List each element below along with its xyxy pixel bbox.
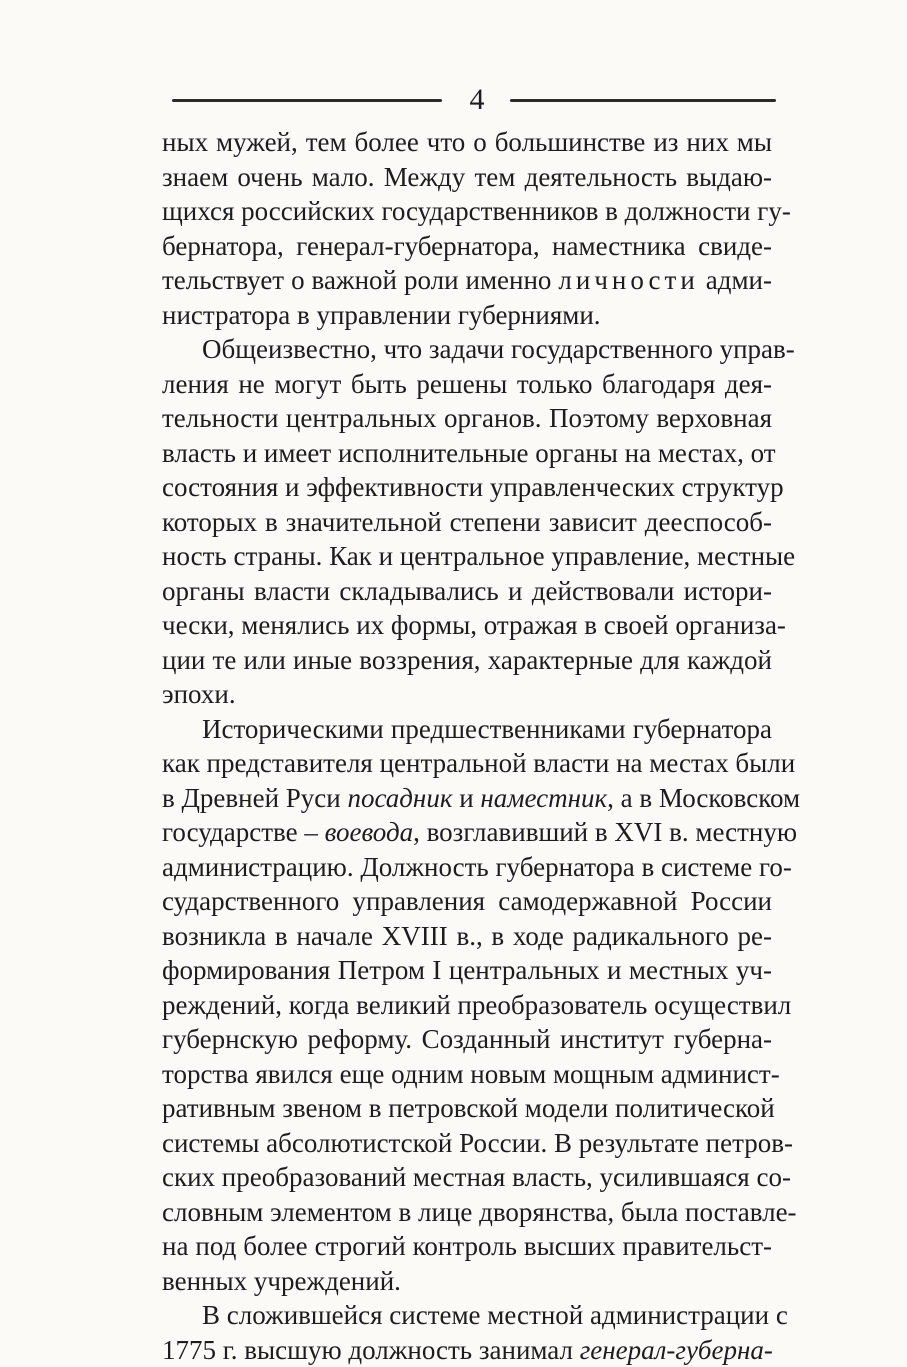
body-text bbox=[162, 125, 772, 1367]
text-line: ции те или иные воззрения, характерные для каждой bbox=[162, 643, 772, 678]
text-line: словным элементом в лице дворянства, была поставле- bbox=[162, 1195, 772, 1230]
text-line: возникла в начале XVIII в., в ходе радикального ре- bbox=[162, 919, 772, 954]
text-line: тельности центральных органов. Поэтому верховная bbox=[162, 401, 772, 436]
text-line: на под более строгий контроль высших правительст- bbox=[162, 1229, 772, 1264]
paragraph-4 bbox=[162, 1298, 772, 1367]
text-line: нистратора в управлении губерниями. bbox=[162, 298, 772, 333]
text-line: 1775 г. высшую должность занимал генерал-губерна- bbox=[162, 1333, 772, 1367]
paragraph-1 bbox=[162, 125, 772, 332]
text-line: губернскую реформу. Созданный институт губерна- bbox=[162, 1022, 772, 1057]
text-line: ративным звеном в петровской модели политической bbox=[162, 1091, 772, 1126]
text-line: Историческими предшественниками губернатора bbox=[162, 712, 772, 747]
text-line: щихся российских государственников в должности гу- bbox=[162, 194, 772, 229]
paragraph-3 bbox=[162, 712, 772, 1299]
text-line: знаем очень мало. Между тем деятельность выдаю- bbox=[162, 160, 772, 195]
text-line: бернатора, генерал-губернатора, наместника свиде- bbox=[162, 229, 772, 264]
text-line: государстве – воевода, возглавивший в XVI в. местную bbox=[162, 815, 772, 850]
text-line: эпохи. bbox=[162, 677, 772, 712]
paragraph-2 bbox=[162, 332, 772, 712]
text-line: реждений, когда великий преобразователь осуществил bbox=[162, 988, 772, 1023]
text-line: чески, менялись их формы, отражая в своей организа- bbox=[162, 608, 772, 643]
text-line: органы власти складывались и действовали истори- bbox=[162, 574, 772, 609]
text-line: состояния и эффективности управленческих структур bbox=[162, 470, 772, 505]
text-line: В сложившейся системе местной администрации с bbox=[162, 1298, 772, 1333]
text-line: как представителя центральной власти на местах были bbox=[162, 746, 772, 781]
text-line: Общеизвестно, что задачи государственного управ- bbox=[162, 332, 772, 367]
text-line: в Древней Руси посадник и наместник, а в Московском bbox=[162, 781, 772, 816]
text-line: системы абсолютистской России. В результате петров- bbox=[162, 1126, 772, 1161]
text-line: сударственного управления самодержавной России bbox=[162, 884, 772, 919]
header-rule-left bbox=[172, 99, 442, 102]
text-line: ных мужей, тем более что о большинстве из них мы bbox=[162, 125, 772, 160]
header-rule-right bbox=[510, 99, 776, 102]
text-line: венных учреждений. bbox=[162, 1264, 772, 1299]
page-number: 4 bbox=[462, 82, 492, 118]
text-line: власть и имеет исполнительные органы на местах, от bbox=[162, 436, 772, 471]
text-line: ских преобразований местная власть, усилившаяся со- bbox=[162, 1160, 772, 1195]
text-line: формирования Петром I центральных и местных уч- bbox=[162, 953, 772, 988]
page-header bbox=[170, 80, 780, 120]
text-line: администрацию. Должность губернатора в системе го- bbox=[162, 850, 772, 885]
text-line: торства явился еще одним новым мощным админист- bbox=[162, 1057, 772, 1092]
text-line: ления не могут быть решены только благодаря дея- bbox=[162, 367, 772, 402]
text-line: тельствует о важной роли именно личности адми- bbox=[162, 263, 772, 298]
text-line: ность страны. Как и центральное управление, местные bbox=[162, 539, 772, 574]
text-line: которых в значительной степени зависит дееспособ- bbox=[162, 505, 772, 540]
